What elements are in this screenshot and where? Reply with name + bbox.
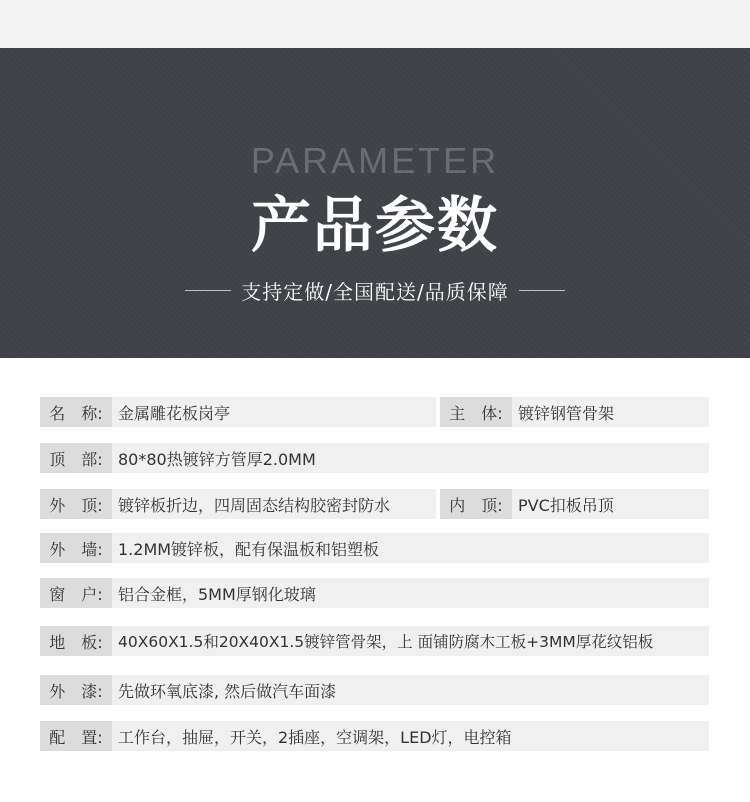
banner-en-title: PARAMETER — [250, 140, 500, 181]
param-label: 外 漆: — [40, 675, 112, 705]
param-label: 外 墙: — [40, 533, 112, 563]
param-value: 先做环氧底漆, 然后做汽车面漆 — [112, 675, 709, 705]
param-label: 配 置: — [40, 721, 112, 751]
param-value: 金属雕花板岗亭 — [112, 397, 436, 427]
param-label-secondary: 主 体: — [440, 397, 512, 427]
param-row-window — [40, 578, 709, 608]
banner-subtitle: 支持定做/全国配送/品质保障 — [241, 280, 509, 304]
param-value: 镀锌板折边，四周固态结构胶密封防水 — [112, 489, 436, 519]
banner — [0, 48, 750, 358]
banner-title: 产品参数 — [251, 191, 499, 261]
divider-line-right — [519, 290, 565, 291]
param-row-paint — [40, 675, 709, 705]
param-label: 外 顶: — [40, 489, 112, 519]
param-value: 工作台，抽屉，开关，2插座，空调架，LED灯，电控箱 — [112, 721, 709, 751]
param-label: 名 称: — [40, 397, 112, 427]
top-strip — [0, 0, 750, 48]
param-label: 窗 户: — [40, 578, 112, 608]
param-label-secondary: 内 顶: — [440, 489, 512, 519]
param-value-secondary: 镀锌钢管骨架 — [512, 397, 709, 427]
param-value-secondary: PVC扣板吊顶 — [512, 489, 709, 519]
param-label: 地 板: — [40, 626, 112, 656]
param-value: 40X60X1.5和20X40X1.5镀锌管骨架，上 面铺防腐木工板+3MM厚花纹铝板 — [112, 626, 709, 656]
param-row-floor — [40, 626, 709, 656]
param-row-top — [40, 443, 709, 473]
param-row-wall — [40, 533, 709, 563]
param-row-name — [40, 397, 709, 427]
param-value: 铝合金框，5MM厚钢化玻璃 — [112, 578, 709, 608]
param-label: 顶 部: — [40, 443, 112, 473]
param-value: 1.2MM镀锌板，配有保温板和铝塑板 — [112, 533, 709, 563]
param-row-config — [40, 721, 709, 751]
banner-subtitle-row — [0, 276, 750, 305]
param-value: 80*80热镀锌方管厚2.0MM — [112, 443, 709, 473]
param-row-roof — [40, 489, 709, 519]
divider-line-left — [185, 290, 231, 291]
